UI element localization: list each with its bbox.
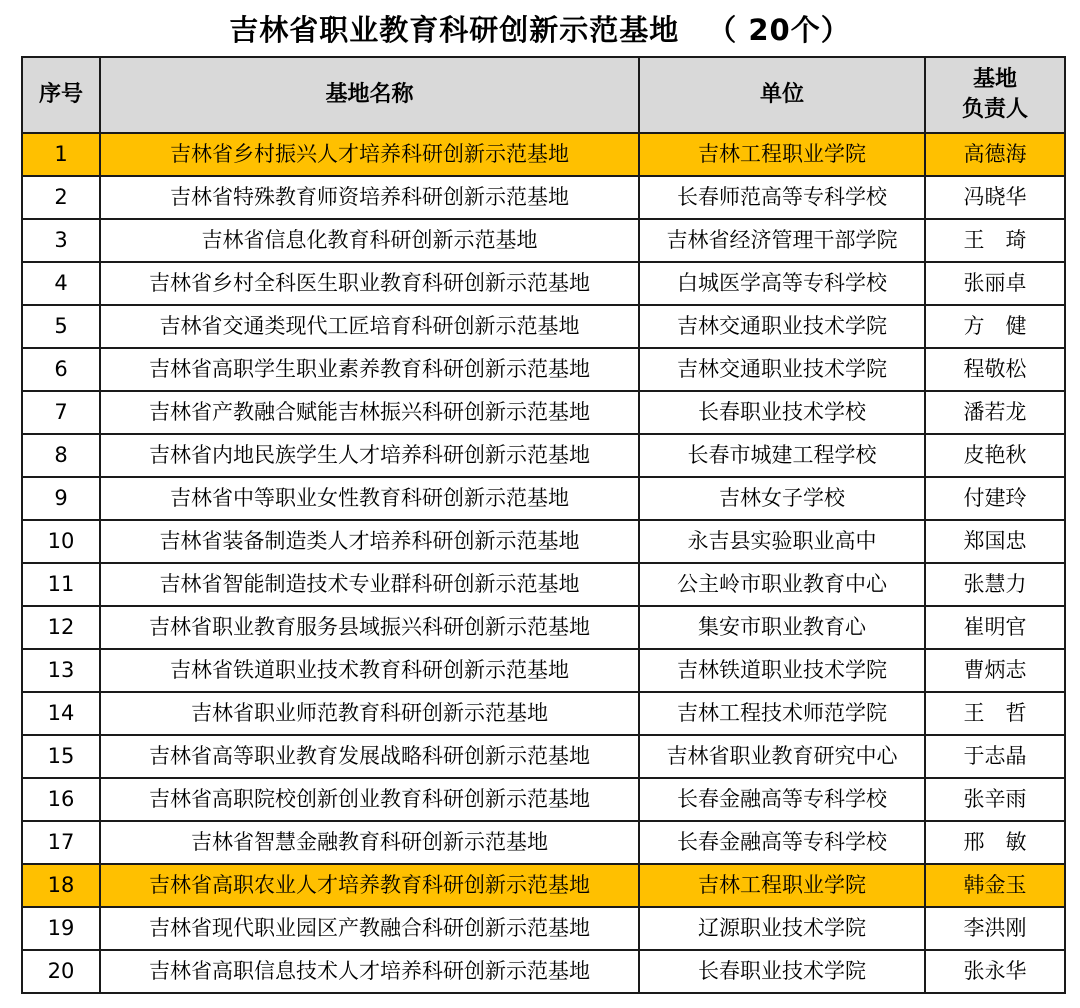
cell-name: 吉林省乡村全科医生职业教育科研创新示范基地 [100, 262, 639, 305]
cell-unit: 长春市城建工程学校 [639, 434, 925, 477]
cell-name: 吉林省智能制造技术专业群科研创新示范基地 [100, 563, 639, 606]
cell-leader: 皮艳秋 [925, 434, 1065, 477]
cell-name: 吉林省铁道职业技术教育科研创新示范基地 [100, 649, 639, 692]
cell-unit: 吉林省职业教育研究中心 [639, 735, 925, 778]
cell-index: 5 [22, 305, 100, 348]
cell-leader: 韩金玉 [925, 864, 1065, 907]
cell-leader: 高德海 [925, 133, 1065, 176]
table-row [22, 778, 1065, 821]
cell-index: 6 [22, 348, 100, 391]
table-row [22, 864, 1065, 907]
cell-name: 吉林省现代职业园区产教融合科研创新示范基地 [100, 907, 639, 950]
cell-name: 吉林省高职学生职业素养教育科研创新示范基地 [100, 348, 639, 391]
table-row [22, 262, 1065, 305]
cell-name: 吉林省信息化教育科研创新示范基地 [100, 219, 639, 262]
cell-unit: 吉林交通职业技术学院 [639, 305, 925, 348]
cell-leader: 张慧力 [925, 563, 1065, 606]
cell-index: 7 [22, 391, 100, 434]
cell-name: 吉林省高职院校创新创业教育科研创新示范基地 [100, 778, 639, 821]
cell-index: 18 [22, 864, 100, 907]
table-row [22, 950, 1065, 993]
cell-leader: 付建玲 [925, 477, 1065, 520]
cell-index: 15 [22, 735, 100, 778]
table-row [22, 692, 1065, 735]
cell-index: 2 [22, 176, 100, 219]
cell-unit: 吉林工程职业学院 [639, 864, 925, 907]
cell-index: 14 [22, 692, 100, 735]
table-row [22, 477, 1065, 520]
cell-unit: 永吉县实验职业高中 [639, 520, 925, 563]
cell-unit: 集安市职业教育心 [639, 606, 925, 649]
cell-index: 3 [22, 219, 100, 262]
header-index: 序号 [22, 57, 100, 133]
cell-name: 吉林省特殊教育师资培养科研创新示范基地 [100, 176, 639, 219]
table-row [22, 606, 1065, 649]
cell-leader: 潘若龙 [925, 391, 1065, 434]
cell-unit: 长春金融高等专科学校 [639, 821, 925, 864]
cell-name: 吉林省高等职业教育发展战略科研创新示范基地 [100, 735, 639, 778]
cell-name: 吉林省乡村振兴人才培养科研创新示范基地 [100, 133, 639, 176]
table-row [22, 219, 1065, 262]
table-row [22, 348, 1065, 391]
cell-name: 吉林省交通类现代工匠培育科研创新示范基地 [100, 305, 639, 348]
cell-leader: 方 健 [925, 305, 1065, 348]
cell-name: 吉林省内地民族学生人才培养科研创新示范基地 [100, 434, 639, 477]
cell-unit: 长春职业技术学院 [639, 950, 925, 993]
header-leader [925, 57, 1065, 133]
page-title [0, 10, 1080, 50]
table-row [22, 434, 1065, 477]
cell-leader: 曹炳志 [925, 649, 1065, 692]
cell-leader: 张永华 [925, 950, 1065, 993]
table-row [22, 821, 1065, 864]
cell-leader: 王 琦 [925, 219, 1065, 262]
cell-index: 17 [22, 821, 100, 864]
cell-leader: 郑国忠 [925, 520, 1065, 563]
cell-unit: 长春师范高等专科学校 [639, 176, 925, 219]
table-row [22, 133, 1065, 176]
cell-index: 19 [22, 907, 100, 950]
cell-leader: 崔明官 [925, 606, 1065, 649]
cell-name: 吉林省智慧金融教育科研创新示范基地 [100, 821, 639, 864]
cell-leader: 邢 敏 [925, 821, 1065, 864]
table-row [22, 305, 1065, 348]
cell-index: 4 [22, 262, 100, 305]
cell-index: 10 [22, 520, 100, 563]
header-leader-line1: 基地 [972, 67, 1017, 92]
base-table [21, 56, 1066, 994]
cell-name: 吉林省职业教育服务县域振兴科研创新示范基地 [100, 606, 639, 649]
cell-unit: 吉林铁道职业技术学院 [639, 649, 925, 692]
cell-unit: 辽源职业技术学院 [639, 907, 925, 950]
table-row [22, 649, 1065, 692]
cell-index: 12 [22, 606, 100, 649]
cell-unit: 长春金融高等专科学校 [639, 778, 925, 821]
table-row [22, 563, 1065, 606]
header-name: 基地名称 [100, 57, 639, 133]
cell-leader: 冯晓华 [925, 176, 1065, 219]
title-count: （ 20个） [707, 13, 851, 47]
table-row [22, 391, 1065, 434]
cell-index: 20 [22, 950, 100, 993]
cell-name: 吉林省职业师范教育科研创新示范基地 [100, 692, 639, 735]
header-unit: 单位 [639, 57, 925, 133]
title-text: 吉林省职业教育科研创新示范基地 [229, 13, 680, 47]
cell-index: 13 [22, 649, 100, 692]
cell-leader: 程敬松 [925, 348, 1065, 391]
cell-unit: 吉林工程技术师范学院 [639, 692, 925, 735]
cell-leader: 张丽卓 [925, 262, 1065, 305]
cell-name: 吉林省装备制造类人才培养科研创新示范基地 [100, 520, 639, 563]
cell-unit: 吉林交通职业技术学院 [639, 348, 925, 391]
cell-unit: 吉林省经济管理干部学院 [639, 219, 925, 262]
table-row [22, 735, 1065, 778]
cell-name: 吉林省高职信息技术人才培养科研创新示范基地 [100, 950, 639, 993]
table-row [22, 520, 1065, 563]
cell-index: 1 [22, 133, 100, 176]
cell-leader: 张辛雨 [925, 778, 1065, 821]
table-row [22, 907, 1065, 950]
cell-index: 9 [22, 477, 100, 520]
cell-index: 16 [22, 778, 100, 821]
header-leader-line2: 负责人 [961, 97, 1028, 122]
cell-leader: 于志晶 [925, 735, 1065, 778]
table-row [22, 176, 1065, 219]
cell-unit: 吉林工程职业学院 [639, 133, 925, 176]
cell-unit: 公主岭市职业教育中心 [639, 563, 925, 606]
cell-unit: 长春职业技术学校 [639, 391, 925, 434]
cell-index: 11 [22, 563, 100, 606]
cell-leader: 王 哲 [925, 692, 1065, 735]
cell-unit: 吉林女子学校 [639, 477, 925, 520]
cell-leader: 李洪刚 [925, 907, 1065, 950]
cell-name: 吉林省产教融合赋能吉林振兴科研创新示范基地 [100, 391, 639, 434]
cell-index: 8 [22, 434, 100, 477]
table-header-row [22, 57, 1065, 133]
cell-name: 吉林省中等职业女性教育科研创新示范基地 [100, 477, 639, 520]
cell-name: 吉林省高职农业人才培养教育科研创新示范基地 [100, 864, 639, 907]
cell-unit: 白城医学高等专科学校 [639, 262, 925, 305]
